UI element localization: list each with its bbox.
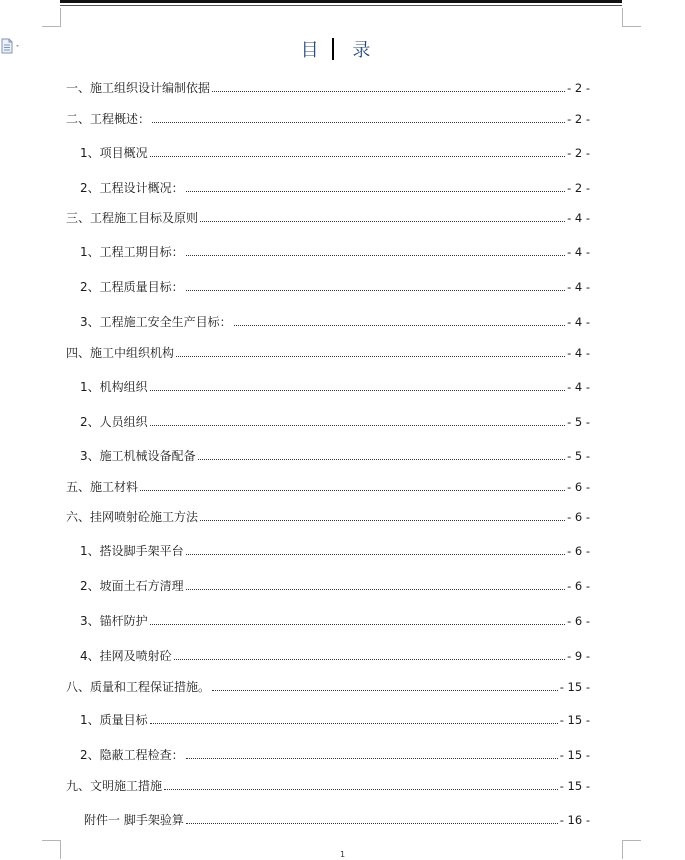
toc-leader-dots: [186, 588, 565, 590]
toc-entry-page: - 5 -: [567, 415, 590, 429]
toc-leader-dots: [164, 788, 558, 790]
toc-entry-page: - 6 -: [567, 510, 590, 524]
toc-entry-page: - 4 -: [567, 280, 590, 294]
toc-entry-text: 4、挂网及喷射砼: [80, 649, 172, 663]
toc-entry-text: 1、质量目标: [80, 713, 148, 727]
toc-entry-text: 3、锚杆防护: [80, 614, 148, 628]
page-number: 1: [339, 850, 346, 859]
toc-entry[interactable]: [80, 175, 590, 195]
toc-leader-dots: [212, 90, 565, 92]
toc-entry-page: - 2 -: [567, 146, 590, 160]
toc-entry[interactable]: [80, 309, 590, 329]
toc-entry[interactable]: [80, 274, 590, 294]
toc-leader-dots: [186, 254, 565, 256]
toc-leader-dots: [150, 722, 558, 724]
toc-entry-text: 2、人员组织: [80, 415, 148, 429]
toc-entry[interactable]: [80, 573, 590, 593]
toc-entry[interactable]: [66, 504, 590, 524]
toc-entry[interactable]: [80, 239, 590, 259]
toc-leader-dots: [186, 289, 565, 291]
toc-entry-page: - 2 -: [567, 81, 590, 95]
toc-entry-text: 2、工程设计概况：: [80, 181, 184, 195]
toc-entry[interactable]: [84, 807, 590, 827]
toc-entry[interactable]: [66, 674, 590, 694]
toc-entry-text: 2、隐蔽工程检查：: [80, 748, 184, 762]
toc-leader-dots: [152, 121, 565, 123]
toc-entry[interactable]: [66, 75, 590, 95]
toc-leader-dots: [176, 355, 565, 357]
toc-entry-text: 1、项目概况: [80, 146, 148, 160]
toc-entry[interactable]: [66, 773, 590, 793]
toc-entry-page: - 6 -: [567, 614, 590, 628]
toc-entry-page: - 15 -: [559, 713, 590, 727]
toc-entry-text: 八、质量和工程保证措施。: [66, 680, 211, 694]
toc-entry[interactable]: [66, 474, 590, 494]
toc-entry-text: 2、坡面土石方清理: [80, 579, 184, 593]
toc-entry-page: - 6 -: [567, 480, 590, 494]
toc-leader-dots: [212, 689, 558, 691]
toc-entry[interactable]: [80, 140, 590, 160]
toc-entry-page: - 4 -: [567, 346, 590, 360]
toc-entry[interactable]: [80, 538, 590, 558]
toc-entry-page: - 2 -: [567, 112, 590, 126]
toc-entry-page: - 6 -: [567, 579, 590, 593]
toc-entry-page: - 6 -: [567, 544, 590, 558]
toc-entry[interactable]: [80, 409, 590, 429]
toc-leader-dots: [200, 220, 565, 222]
toc-entry-page: - 15 -: [559, 680, 590, 694]
toc-leader-dots: [150, 424, 565, 426]
toc-entry-page: - 9 -: [567, 649, 590, 663]
toc-entry-page: - 15 -: [559, 748, 590, 762]
toc-leader-dots: [186, 822, 558, 824]
toc-leader-dots: [150, 155, 565, 157]
toc-entry-text: 六、挂网喷射砼施工方法: [66, 510, 199, 524]
toc-entry-page: - 4 -: [567, 211, 590, 225]
toc-entry[interactable]: [66, 106, 590, 126]
toc-leader-dots: [186, 757, 558, 759]
toc-title: 目 录: [300, 40, 385, 61]
toc-leader-dots: [198, 458, 565, 460]
toc-leader-dots: [234, 324, 565, 326]
toc-entry-text: 3、施工机械设备配备: [80, 449, 196, 463]
toc-entry[interactable]: [80, 707, 590, 727]
toc-entry-text: 三、工程施工目标及原则: [66, 211, 199, 225]
toc-entry[interactable]: [80, 608, 590, 628]
toc-entry-page: - 16 -: [559, 813, 590, 827]
toc-entry-page: - 2 -: [567, 181, 590, 195]
toc-leader-dots: [186, 190, 565, 192]
toc-leader-dots: [186, 553, 565, 555]
toc-entry[interactable]: [80, 643, 590, 663]
toc-entry-text: 二、工程概述：: [66, 112, 151, 126]
toc-entry-text: 2、工程质量目标：: [80, 280, 184, 294]
toc-entry-text: 一、施工组织设计编制依据: [66, 81, 211, 95]
toc-entry-page: - 4 -: [567, 380, 590, 394]
toc-leader-dots: [200, 519, 565, 521]
toc-leader-dots: [140, 489, 565, 491]
toc-entry-text: 3、工程施工安全生产目标：: [80, 315, 232, 329]
toc-entry-text: 五、施工材料: [66, 480, 139, 494]
toc-entry[interactable]: [80, 374, 590, 394]
toc-entry-page: - 4 -: [567, 315, 590, 329]
toc-leader-dots: [150, 623, 565, 625]
toc-entry[interactable]: [66, 205, 590, 225]
toc-leader-dots: [174, 658, 565, 660]
toc-entry[interactable]: [66, 340, 590, 360]
toc-entry[interactable]: [80, 443, 590, 463]
toc-entry-text: 1、机构组织: [80, 380, 148, 394]
toc-leader-dots: [150, 389, 565, 391]
toc-entry-text: 1、工程工期目标：: [80, 245, 184, 259]
toc-entry-text: 九、文明施工措施: [66, 779, 163, 793]
toc-entry-text: 1、搭设脚手架平台: [80, 544, 184, 558]
toc-entry-text: 附件一 脚手架验算: [84, 813, 184, 827]
toc-entry-page: - 4 -: [567, 245, 590, 259]
toc-entry-text: 四、施工中组织机构: [66, 346, 175, 360]
toc-entry[interactable]: [80, 742, 590, 762]
toc-entry-page: - 15 -: [559, 779, 590, 793]
toc-entry-page: - 5 -: [567, 449, 590, 463]
